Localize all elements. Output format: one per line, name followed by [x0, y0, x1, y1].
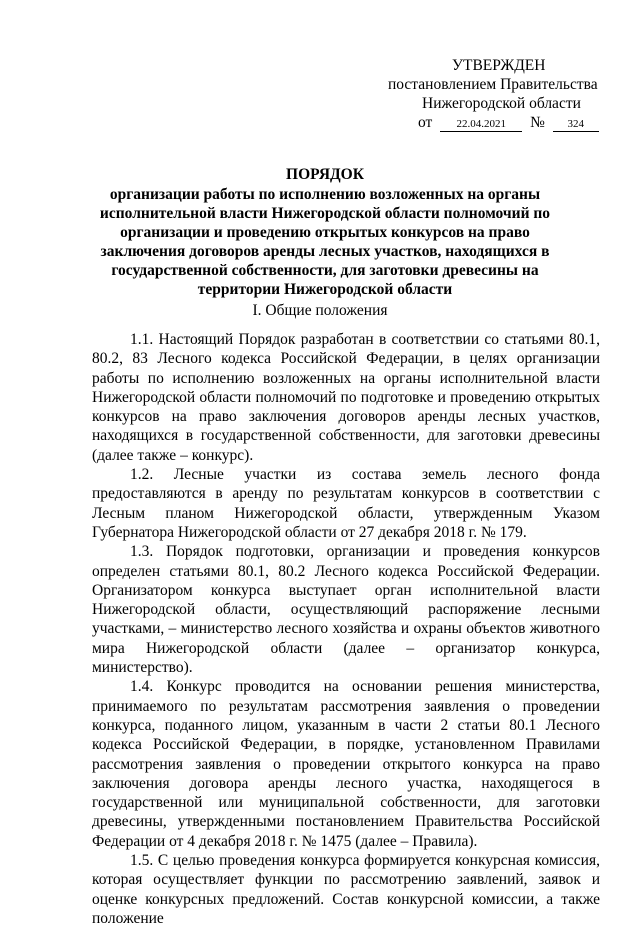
- title-main: ПОРЯДОК: [286, 166, 364, 183]
- title-subtitle: организации работы по исполнению возложенных на органы исполнительной власти Нижегородской области полномочий по организации и проведению открытых конкурсов на право заключения договоров аренды лесных участков, находящихся в государственной собственности, для заготовки древесины на территории Нижегородской области: [99, 186, 551, 298]
- paragraph-1-4: 1.4. Конкурс проводится на основании решения министерства, принимаемого по результатам рассмотрения заявления о проведении конкурса, поданного лицом, указанным в части 2 статьи 80.1 Лесного кодекса Российской Федерации, в порядке, установленном Правилами рассмотрения заявления о проведении открытого конкурса на право заключения договора аренды лесного участка, находящегося в государственной или муниципальной собственности, для заготовки древесины, утвержденными постановлением Правительства Российской Федерации от 4 декабря 2018 г. № 1475 (далее – Правила).: [92, 678, 600, 850]
- paragraph-1-1: 1.1. Настоящий Порядок разработан в соответствии со статьями 80.1, 80.2, 83 Лесного кодекса Российской Федерации, в целях организации работы по исполнению возложенных на органы исполнительной власти Нижегородской области полномочий по подготовке и проведению открытых конкурсов на право заключения договоров аренды лесных участков, находящихся в государственной собственности, для заготовки древесины (далее также – конкурс).: [92, 331, 600, 464]
- approval-number: 324: [553, 118, 599, 132]
- approval-date: 22.04.2021: [440, 118, 522, 132]
- approval-from-label: от: [418, 114, 433, 131]
- approval-heading: УТВЕРЖДЕН: [452, 57, 546, 74]
- paragraph-1-2: 1.2. Лесные участки из состава земель лесного фонда предоставляются в аренду по результатам конкурсов в соответствии с Лесным планом Нижегородской области, утвержденным Указом Губернатора Нижегородской области от 27 декабря 2018 г. № 179.: [92, 466, 600, 541]
- document-title: [92, 165, 558, 299]
- approval-region: Нижегородской области: [422, 95, 581, 112]
- section-heading: I. Общие положения: [252, 302, 388, 319]
- document-body: [92, 330, 600, 928]
- approval-date-line: [418, 113, 600, 132]
- approval-authority: постановлением Правительства: [388, 76, 598, 93]
- paragraph-1-3: 1.3. Порядок подготовки, организации и проведения конкурсов определен статьями 80.1, 80.2 Лесного кодекса Российской Федерации. Организатором конкурса выступает орган исполнительной власти Нижегородской области, осуществляющий распоряжение лесными участками, – министерство лесного хозяйства и охраны объектов животного мира Нижегородской области (далее – организатор конкурса, министерство).: [92, 543, 600, 677]
- approval-stamp: [380, 56, 600, 132]
- paragraph-1-5: 1.5. С целью проведения конкурса формируется конкурсная комиссия, которая осуществляет функции по рассмотрению заявлений, заявок и оценке конкурсных предложений. Состав конкурсной комиссии, а также положение: [92, 852, 600, 927]
- approval-number-label: №: [530, 114, 545, 131]
